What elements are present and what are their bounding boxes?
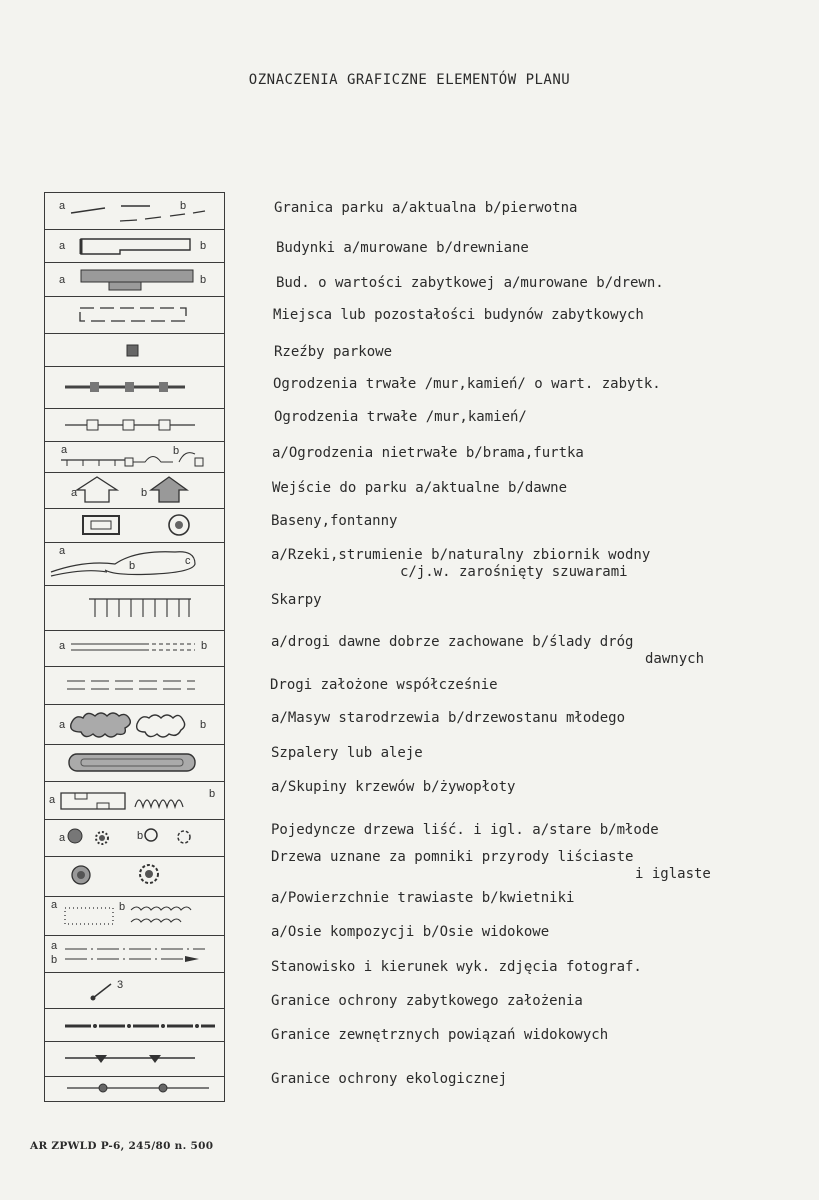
svg-text:a: a: [71, 487, 78, 499]
svg-text:b: b: [201, 640, 208, 652]
symbol-modern-roads: [44, 666, 225, 705]
legend-label-25: Granice ochrony ekologicznej: [271, 1071, 508, 1087]
legend-label-15: a/Masyw starodrzewia b/drzewostanu młodego: [271, 710, 626, 726]
legend-symbol-column: [44, 192, 225, 1101]
symbol-park-boundary: [44, 192, 225, 230]
svg-text:b: b: [141, 487, 148, 499]
legend-label-18: Pojedyncze drzewa liść. i igl. a/stare b/młode: [271, 822, 659, 838]
legend-label-22: Stanowisko i kierunek wyk. zdjęcia fotograf.: [271, 959, 642, 975]
svg-text:b: b: [200, 240, 207, 252]
svg-text:b: b: [51, 954, 58, 966]
legend-label-12: Skarpy: [271, 592, 322, 608]
symbol-buildings: [44, 228, 225, 263]
svg-text:a: a: [51, 940, 58, 952]
legend-label-2: Budynki a/murowane b/drewniane: [276, 240, 529, 256]
svg-text:a: a: [49, 794, 56, 806]
symbol-axes: [44, 935, 225, 973]
symbol-historic-permanent-fences: [44, 366, 225, 409]
symbol-ecological-protection-border: [44, 1076, 225, 1102]
legend-label-11: a/Rzeki,strumienie b/naturalny zbiornik wodny: [271, 547, 651, 563]
svg-text:a: a: [59, 640, 66, 652]
symbol-shrubs-hedges: [44, 781, 225, 820]
svg-text:a: a: [59, 832, 66, 844]
symbol-slopes: [44, 585, 225, 631]
legend-label-23: Granice ochrony zabytkowego założenia: [271, 993, 583, 1009]
legend-label-19: Drzewa uznane za pomniki przyrody liściaste: [271, 849, 634, 865]
symbol-view-links-border: [44, 1041, 225, 1077]
svg-text:b: b: [209, 788, 216, 800]
legend-label-4: Miejsca lub pozostałości budynów zabytkowych: [273, 307, 644, 323]
symbol-photo-position: [44, 972, 225, 1009]
page-title: OZNACZENIA GRAFICZNE ELEMENTÓW PLANU: [248, 72, 571, 88]
legend-label-8: a/Ogrodzenia nietrwałe b/brama,furtka: [272, 445, 584, 461]
symbol-old-tree-stands: [44, 704, 225, 745]
legend-label-9: Wejście do parku a/aktualne b/dawne: [272, 480, 568, 496]
svg-text:a: a: [59, 240, 66, 252]
svg-text:a: a: [59, 719, 66, 731]
svg-text:3: 3: [117, 979, 124, 991]
symbol-natural-monument-trees: [44, 856, 225, 897]
svg-text:a: a: [59, 545, 66, 557]
svg-text:b: b: [119, 901, 126, 913]
symbol-building-remains: [44, 296, 225, 334]
legend-label-7: Ogrodzenia trwałe /mur,kamień/: [274, 409, 527, 425]
symbol-lawns-flowerbeds: [44, 896, 225, 936]
legend-label-5: Rzeźby parkowe: [274, 344, 393, 360]
symbol-pools-fountains: [44, 508, 225, 543]
legend-label-16: Szpalery lub aleje: [271, 745, 423, 761]
svg-text:a: a: [61, 444, 68, 456]
svg-text:b: b: [137, 830, 144, 842]
svg-text:a: a: [59, 200, 66, 212]
svg-text:b: b: [173, 445, 180, 457]
symbol-rivers-ponds: [44, 542, 225, 586]
symbol-avenues: [44, 744, 225, 782]
legend-label-14: Drogi założone współcześnie: [270, 677, 498, 693]
legend-label-21: a/Osie kompozycji b/Osie widokowe: [271, 924, 550, 940]
symbol-heritage-protection-border: [44, 1008, 225, 1042]
legend-label-20: a/Powierzchnie trawiaste b/kwietniki: [271, 890, 575, 906]
symbol-park-entrance: [44, 472, 225, 509]
legend-label-10: Baseny,fontanny: [271, 513, 398, 529]
svg-text:c: c: [185, 555, 191, 567]
svg-text:b: b: [200, 274, 207, 286]
symbol-permanent-fences: [44, 408, 225, 442]
legend-label-13-cont: dawnych: [645, 651, 705, 667]
svg-text:b: b: [180, 200, 187, 212]
footer-print-code: AR ZPWLD P-6, 245/80 n. 500: [30, 1140, 214, 1152]
symbol-historic-buildings: [44, 262, 225, 297]
legend-label-1: Granica parku a/aktualna b/pierwotna: [274, 200, 578, 216]
symbol-old-roads: [44, 630, 225, 667]
legend-label-24: Granice zewnętrznych powiązań widokowych: [271, 1027, 609, 1043]
legend-label-17: a/Skupiny krzewów b/żywopłoty: [271, 779, 516, 795]
legend-label-11-cont: c/j.w. zarośnięty szuwarami: [400, 564, 628, 580]
legend-label-6: Ogrodzenia trwałe /mur,kamień/ o wart. zabytk.: [273, 376, 661, 392]
svg-text:b: b: [129, 560, 136, 572]
legend-label-3: Bud. o wartości zabytkowej a/murowane b/drewn.: [276, 275, 664, 291]
symbol-sculptures: [44, 333, 225, 367]
svg-text:a: a: [51, 899, 58, 911]
legend-label-19-cont: i iglaste: [635, 866, 711, 882]
symbol-single-trees: [44, 819, 225, 857]
svg-text:b: b: [200, 719, 207, 731]
svg-text:a: a: [59, 274, 66, 286]
symbol-temporary-fences: [44, 441, 225, 473]
legend-label-13: a/drogi dawne dobrze zachowane b/ślady dróg: [271, 634, 634, 650]
